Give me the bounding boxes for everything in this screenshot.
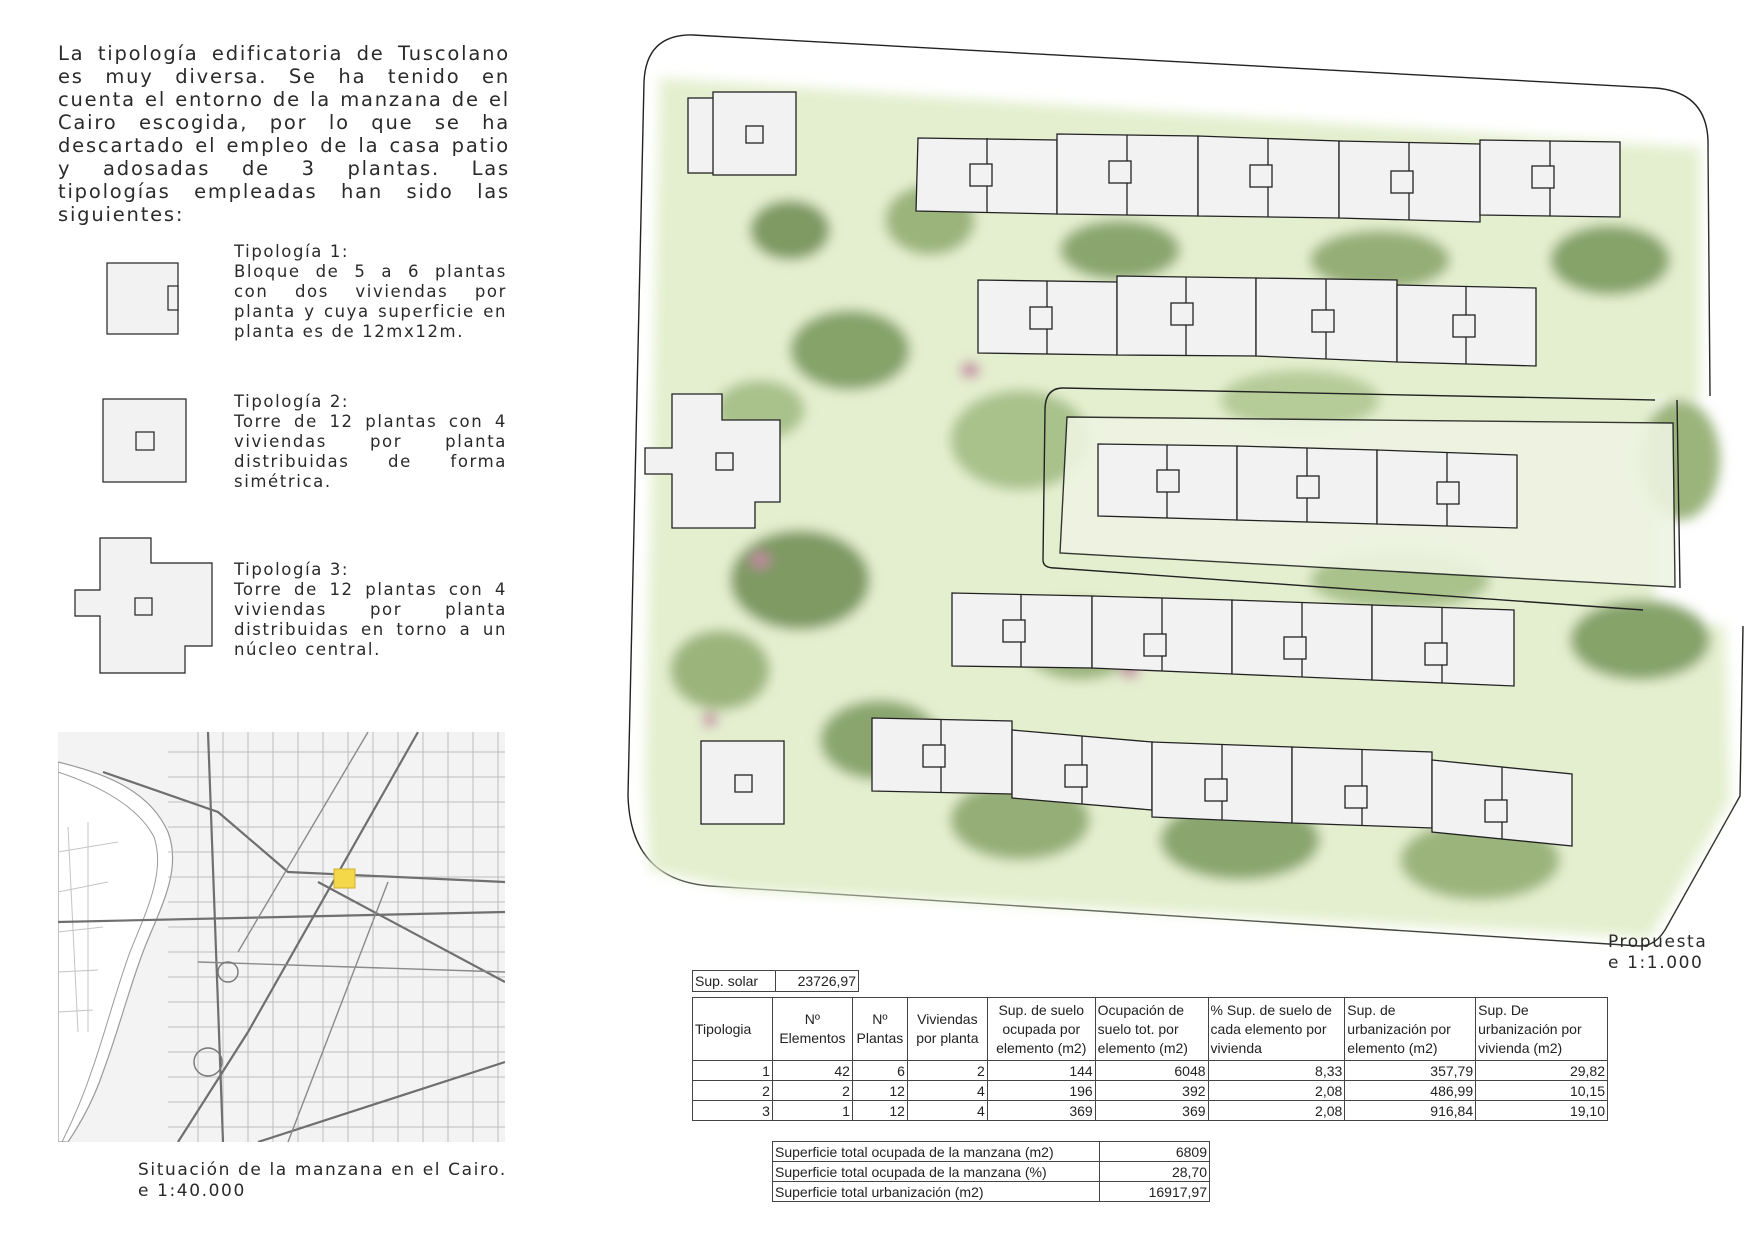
typology-2-text <box>234 392 507 492</box>
header-viviendas: Viviendas por planta <box>907 998 987 1061</box>
typology-3-description: Torre de 12 plantas con 4 viviendas por planta distribuidas en torno a un núcleo central. <box>234 580 507 659</box>
typology-3-title: Tipología 3: <box>234 560 350 579</box>
cell-sup-suelo: 144 <box>987 1061 1095 1081</box>
typology-2-title: Tipología 2: <box>234 392 350 411</box>
header-tipologia: Tipologia <box>693 998 773 1061</box>
header-pct: % Sup. de suelo de cada elemento por vivienda <box>1208 998 1345 1061</box>
table-header-row <box>693 998 1608 1061</box>
typology-3-text <box>234 560 507 660</box>
typology-1-text <box>234 242 507 342</box>
header-plantas: Nº Plantas <box>852 998 907 1061</box>
cell-ocupacion: 369 <box>1095 1101 1208 1121</box>
totals-value: 6809 <box>1100 1142 1210 1162</box>
plan-caption-title: Propuesta <box>1608 932 1708 952</box>
totals-label: Superficie total ocupada de la manzana (m2) <box>773 1142 1100 1162</box>
typology-2-icon <box>102 398 188 484</box>
intro-paragraph: La tipología edificatoria de Tuscolano es muy diversa. Se ha tenido en cuenta el entorno de la manzana de el Cairo escogida, por lo que se ha descartado el empleo de la casa patio y adosadas de 3 plantas. Las tipologías empleadas han sido las siguientes: <box>58 42 510 226</box>
totals-value: 28,70 <box>1100 1162 1210 1182</box>
totals-label: Superficie total ocupada de la manzana (%) <box>773 1162 1100 1182</box>
totals-label: Superficie total urbanización (m2) <box>773 1182 1100 1202</box>
typology-1-icon <box>106 262 182 338</box>
cell-elementos: 1 <box>772 1101 852 1121</box>
header-urb-elemento: Sup. de urbanización por elemento (m2) <box>1345 998 1476 1061</box>
table-row <box>693 1101 1608 1121</box>
header-sup-suelo: Sup. de suelo ocupada por elemento (m2) <box>987 998 1095 1061</box>
building-row-2 <box>978 276 1536 366</box>
cell-urb-elemento: 357,79 <box>1345 1061 1476 1081</box>
header-elementos: Nº Elementos <box>772 998 852 1061</box>
location-caption-scale: e 1:40.000 <box>138 1181 246 1201</box>
site-plan <box>600 20 1750 980</box>
plan-caption <box>1608 932 1707 974</box>
cell-urb-vivienda: 29,82 <box>1476 1061 1608 1081</box>
typology-data-table <box>692 997 1608 1121</box>
cell-urb-elemento: 486,99 <box>1345 1081 1476 1101</box>
cell-elementos: 2 <box>772 1081 852 1101</box>
highlighted-block <box>334 869 355 888</box>
cell-tipologia: 3 <box>693 1101 773 1121</box>
cell-viviendas: 4 <box>907 1101 987 1121</box>
typology-1-title: Tipología 1: <box>234 242 350 261</box>
cell-sup-suelo: 369 <box>987 1101 1095 1121</box>
solar-label: Sup. solar <box>693 971 776 992</box>
typology-2-description: Torre de 12 plantas con 4 viviendas por planta distribuidas de forma simétrica. <box>234 412 507 491</box>
cell-urb-elemento: 916,84 <box>1345 1101 1476 1121</box>
cell-pct: 8,33 <box>1208 1061 1345 1081</box>
cell-urb-vivienda: 10,15 <box>1476 1081 1608 1101</box>
building-row-3 <box>1098 444 1517 528</box>
location-caption <box>138 1160 507 1202</box>
table-row <box>693 1061 1608 1081</box>
cell-plantas: 12 <box>852 1101 907 1121</box>
totals-row <box>773 1162 1210 1182</box>
totals-value: 16917,97 <box>1100 1182 1210 1202</box>
plan-caption-scale: e 1:1.000 <box>1608 953 1704 973</box>
cell-elementos: 42 <box>772 1061 852 1081</box>
cell-viviendas: 2 <box>907 1061 987 1081</box>
cell-ocupacion: 6048 <box>1095 1061 1208 1081</box>
cell-ocupacion: 392 <box>1095 1081 1208 1101</box>
location-caption-title: Situación de la manzana en el Cairo. <box>138 1160 507 1180</box>
totals-row <box>773 1142 1210 1162</box>
cell-sup-suelo: 196 <box>987 1081 1095 1101</box>
header-ocupacion: Ocupación de suelo tot. por elemento (m2) <box>1095 998 1208 1061</box>
totals-table <box>772 1141 1210 1202</box>
cell-pct: 2,08 <box>1208 1081 1345 1101</box>
cell-viviendas: 4 <box>907 1081 987 1101</box>
header-urb-vivienda: Sup. De urbanización por vivienda (m2) <box>1476 998 1608 1061</box>
cell-tipologia: 2 <box>693 1081 773 1101</box>
cell-pct: 2,08 <box>1208 1101 1345 1121</box>
location-map <box>58 732 505 1142</box>
solar-value: 23726,97 <box>776 971 859 992</box>
cell-plantas: 12 <box>852 1081 907 1101</box>
typology-1-description: Bloque de 5 a 6 plantas con dos viviendas por planta y cuya superficie en planta es de 12mx12m. <box>234 262 507 341</box>
totals-row <box>773 1182 1210 1202</box>
table-row <box>693 1081 1608 1101</box>
typology-3-icon <box>74 537 214 677</box>
solar-area-table <box>692 970 859 992</box>
cell-tipologia: 1 <box>693 1061 773 1081</box>
cell-urb-vivienda: 19,10 <box>1476 1101 1608 1121</box>
cell-plantas: 6 <box>852 1061 907 1081</box>
